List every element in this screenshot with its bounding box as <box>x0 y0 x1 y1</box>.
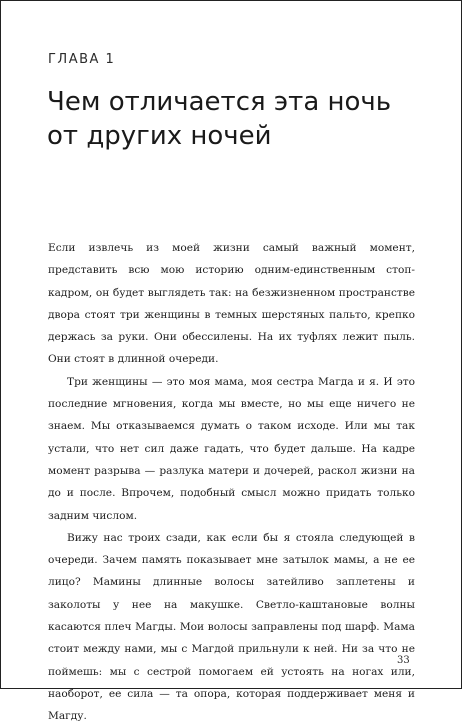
chapter-title-line-2: от других ночей <box>47 121 272 151</box>
paragraph-3: Вижу нас троих сзади, как если бы я стояла следующей в очереди. Зачем память показывает мне затылок мамы, а не ее лицо? Мамины длинные волосы затейливо заплетены и заколоты у нее на макушке. Светло-каштановые волны касаются плеч Магды. Мои волосы заправлены под шарф. Мама стоит между нами, мы с Магдой прильнули к ней. Ни за что не поймешь: мы с сестрой помогаем ей устоять на ногах или, наоборот, ее сила — та опора, которая поддерживает меня и Магду. <box>48 531 415 723</box>
paragraph-2: Три женщины — это моя мама, моя сестра Магда и я. И это последние мгновения, когда мы вместе, но мы еще ничего не знаем. Мы отказываемся думать о таком исходе. Или мы так устали, что нет сил даже гадать, что будет дальше. На кадре момент разрыва — разлука матери и дочерей, раскол жизни на до и после. Впрочем, подобный смысл можно придать только задним числом. <box>48 375 415 522</box>
chapter-title-line-1: Чем отличается эта ночь <box>47 87 392 117</box>
chapter-body <box>48 237 415 728</box>
chapter-label: ГЛАВА 1 <box>48 52 116 67</box>
paragraph-1: Если извлечь из моей жизни самый важный момент, представить всю мою историю одним-единственным стоп-кадром, он будет выглядеть так: на безжизненном пространстве двора стоят три женщины в темных шерстяных пальто, крепко держась за руки. Они обессилены. На их туфлях лежит пыль. Они стоят в длинной очереди. <box>48 242 415 366</box>
chapter-title <box>47 85 427 153</box>
page-number: 33 <box>397 655 410 666</box>
